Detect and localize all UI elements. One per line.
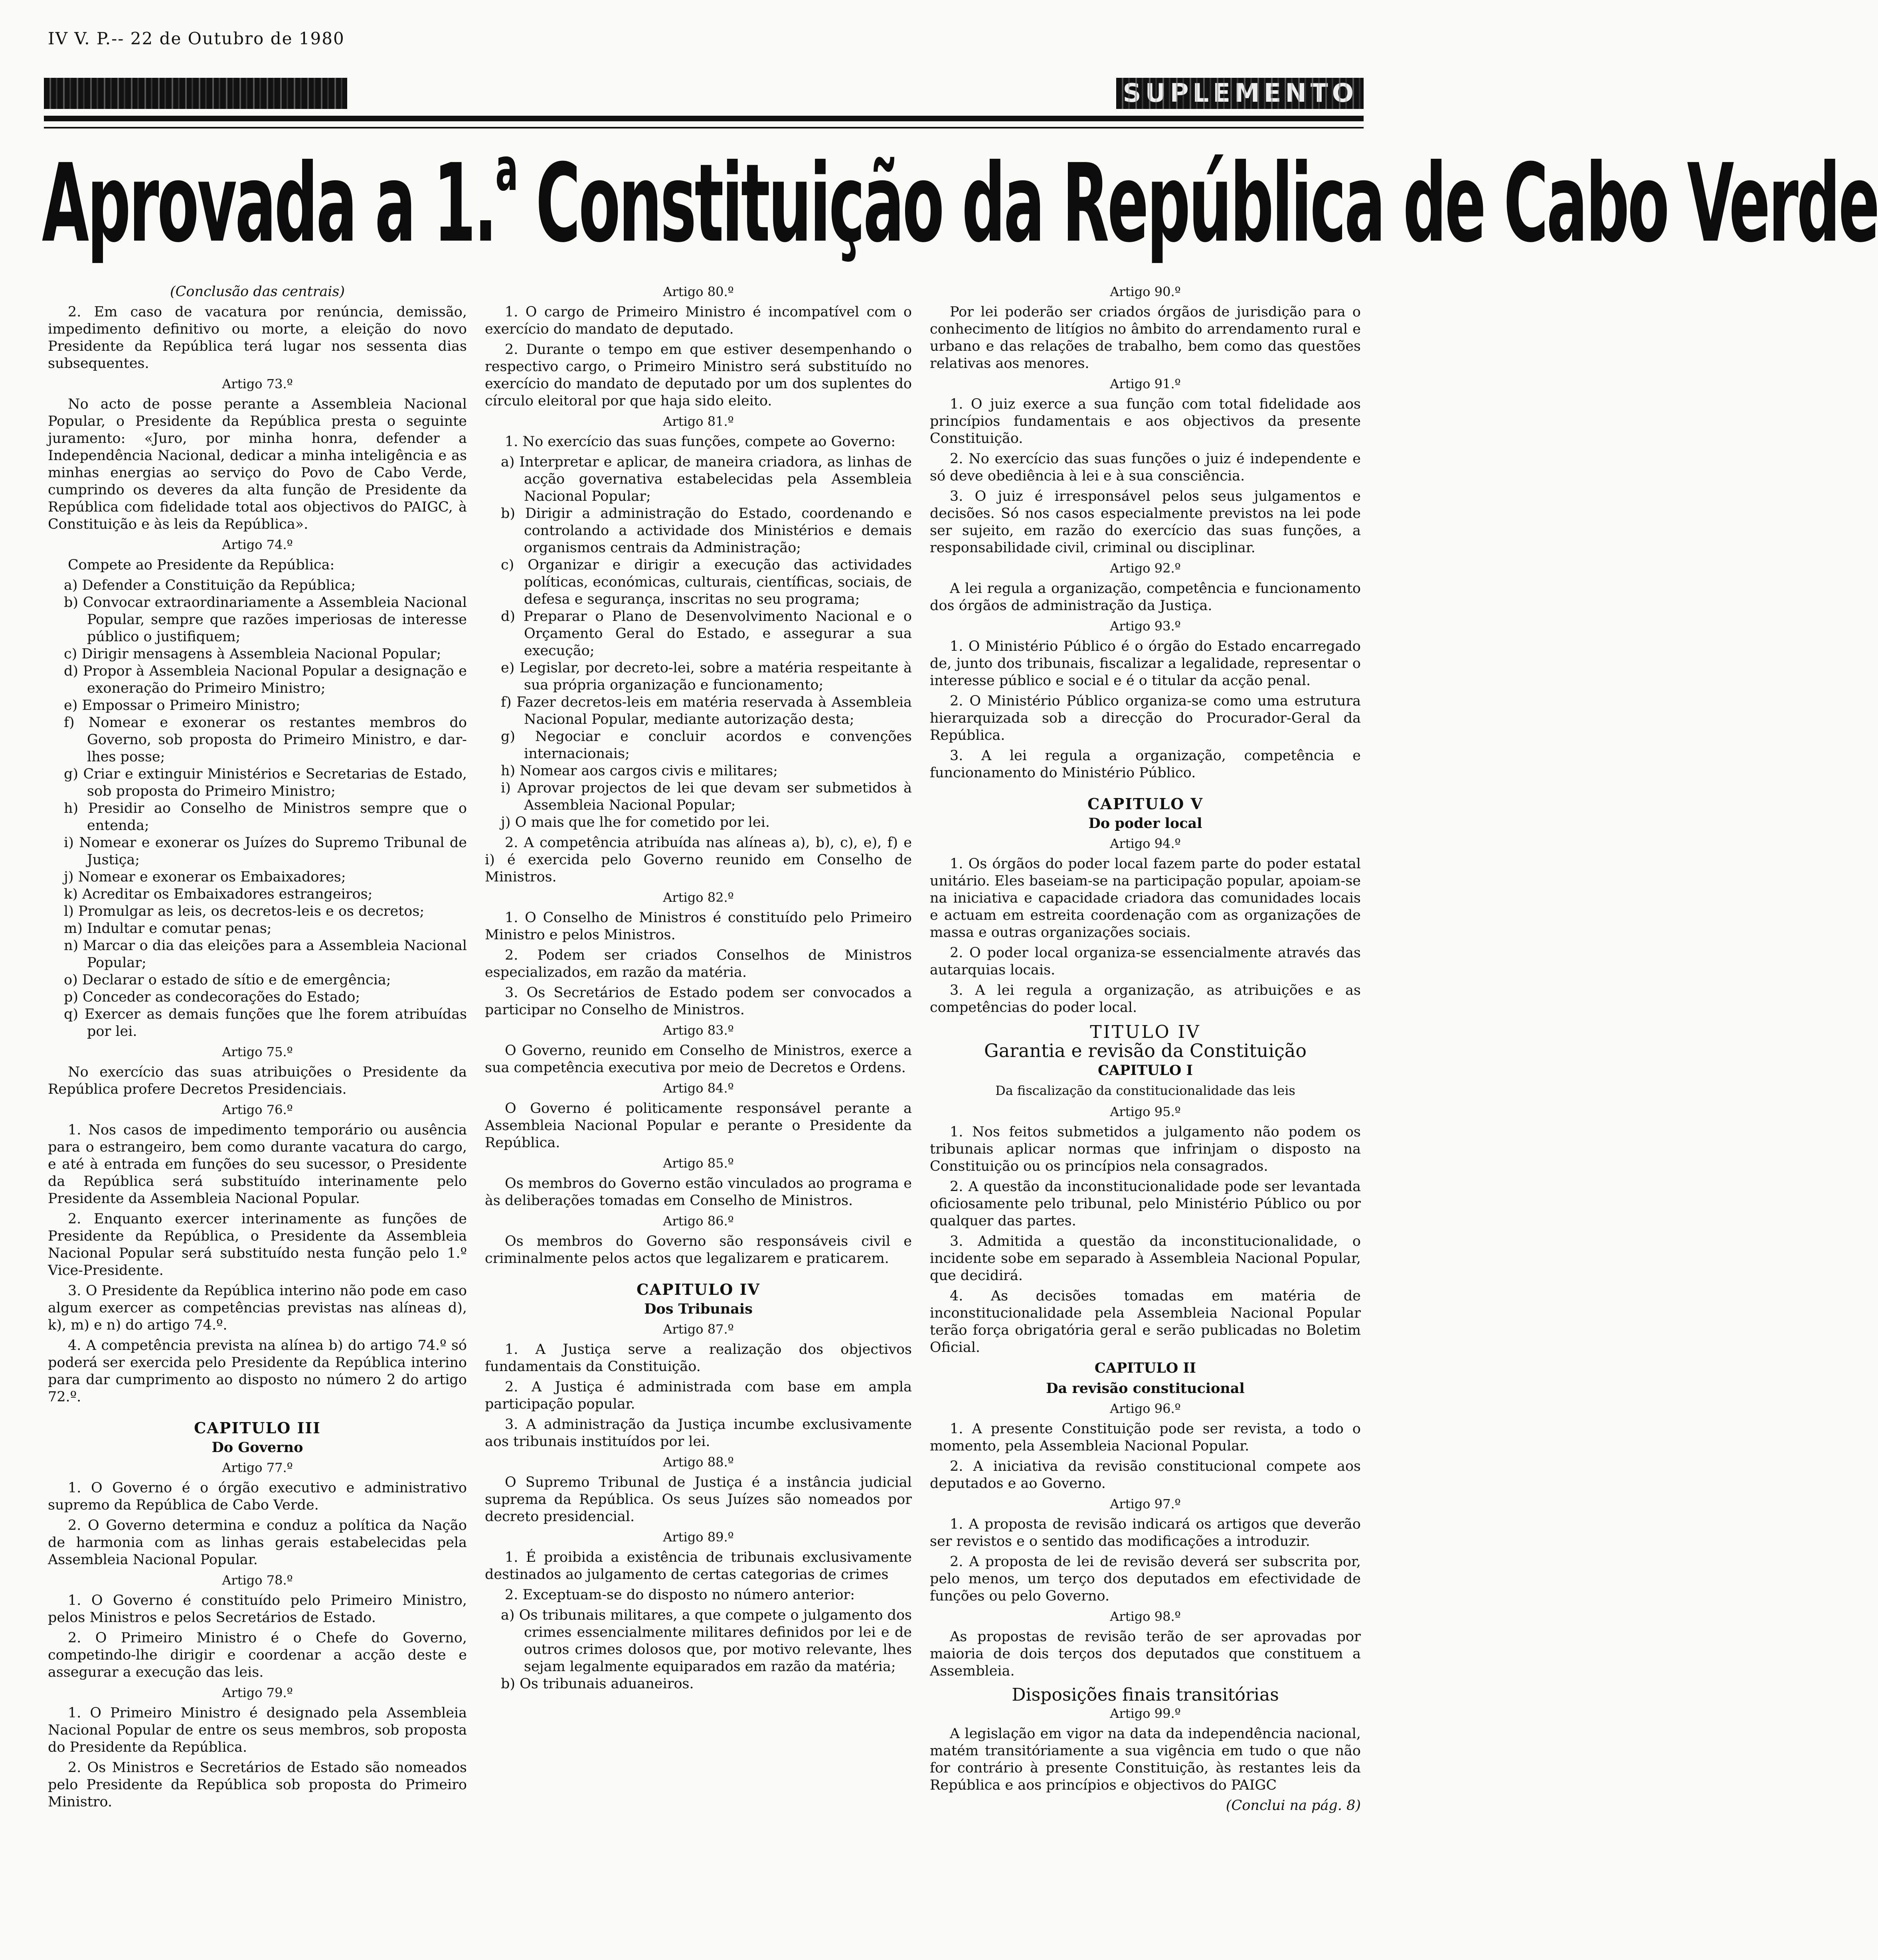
list-item: l) Promulgar as leis, os decretos-leis e os decretos; [64,903,425,919]
article-heading: Artigo 85.º [663,1156,734,1171]
paragraph: 1. Nos casos de impedimento temporário ou ausência para o estrangeiro, bem como durante vacatura do cargo, e até à entrada em funções do seu sucessor, o Presidente da República será substituído interinamente pelo Presidente da Assembleia Nacional Popular. [48,1122,467,1207]
article-heading: Artigo 86.º [663,1213,734,1229]
chapter-heading: CAPITULO I [1098,1062,1193,1079]
paragraph: 3. O Presidente da República interino não pode em caso algum exercer as competências previstas nas alíneas d), k), m) e n) do artigo 74.º. [48,1283,467,1333]
paragraph: 2. Durante o tempo em que estiver desempenhando o respectivo cargo, o Primeiro Ministro será substituído no exercício do mandato de deputado por um dos suplentes do círculo eleitoral por que haja sido eleito. [485,342,912,409]
list-item: g) Negociar e concluir acordos e convenções internacionais; [501,729,912,762]
paragraph: 4. A competência prevista na alínea b) do artigo 74.º só poderá ser exercida pelo Presidente da República interino para dar cumprimento ao disposto no número 2 do artigo 72.º. [48,1338,467,1405]
list-item: j) O mais que lhe for cometido por lei. [501,814,770,830]
chapter-heading: CAPITULO V [1087,795,1204,813]
paragraph: Compete ao Presidente da República: [68,557,335,573]
clause-list [485,454,912,831]
article-heading: Artigo 76.º [222,1102,293,1117]
paragraph: 1. O cargo de Primeiro Ministro é incompatível com o exercício do mandato de deputado. [485,304,912,337]
article-heading: Artigo 99.º [1110,1706,1181,1721]
list-item: h) Nomear aos cargos civis e militares; [501,763,778,779]
paragraph: 1. Nos feitos submetidos a julgamento não podem os tribunais aplicar normas que infrinjam o disposto na Constituição ou os princípios nela consagrados. [930,1124,1361,1174]
paragraph: 1. O Governo é constituído pelo Primeiro Ministro, pelos Ministros e pelos Secretários de Estado. [48,1592,467,1626]
masthead-rule [44,116,1364,121]
list-item: b) Convocar extraordinariamente a Assembleia Nacional Popular, sempre que razões imperiosas de interesse público o justifiquem; [64,595,467,645]
list-item: a) Os tribunais militares, a que compete o julgamento dos crimes essencialmente militares definidos por lei e de outros crimes dolosos que, por motivo relevante, lhes sejam legalmente equiparados em razão da matéria; [501,1607,912,1675]
chapter-title: Dos Tribunais [644,1301,753,1317]
continuation-note: (Conclusão das centrais) [170,284,345,300]
paragraph: 1. O Conselho de Ministros é constituído pelo Primeiro Ministro e pelos Ministros. [485,910,912,943]
chapter-title: Da revisão constitucional [1046,1380,1245,1397]
list-item: g) Criar e extinguir Ministérios e Secretarias de Estado, sob proposta do Primeiro Ministro; [64,766,467,799]
paragraph: 1. Os órgãos do poder local fazem parte do poder estatal unitário. Eles baseiam-se na participação popular, apoiam-se na iniciativa e capacidade criadora das comunidades locais e actuam em estreita coordenação com as organizações de massa e outras organizações sociais. [930,856,1361,940]
article-heading: Artigo 82.º [663,890,734,905]
paragraph: A legislação em vigor na data da independência nacional, matém transitóriamente a sua vigência em tudo o que não for contrário à presente Constituição, às restantes leis da República e aos princípios e objectivos do PAIGC [930,1726,1361,1793]
list-item: e) Legislar, por decreto-lei, sobre a matéria respeitante à sua própria organização e funcionamento; [501,660,912,693]
list-item: i) Aprovar projectos de lei que devam ser submetidos à Assembleia Nacional Popular; [501,780,912,813]
continued-note: (Conclui na pág. 8) [1226,1798,1361,1814]
paragraph: 2. Exceptuam-se do disposto no número anterior: [505,1587,855,1603]
list-item: b) Os tribunais aduaneiros. [501,1676,694,1692]
paragraph: 2. Em caso de vacatura por renúncia, demissão, impedimento definitivo ou morte, a eleição do novo Presidente da República terá lugar nos sessenta dias subsequentes. [48,304,467,371]
list-item: d) Propor à Assembleia Nacional Popular a designação e exoneração do Primeiro Ministro; [64,663,467,696]
list-item: f) Fazer decretos-leis em matéria reservada à Assembleia Nacional Popular, mediante autorização desta; [501,694,912,727]
paragraph: 1. A presente Constituição pode ser revista, a todo o momento, pela Assembleia Nacional Popular. [930,1421,1361,1454]
clause-list [485,1607,912,1693]
paragraph: 3. A lei regula a organização, competência e funcionamento do Ministério Público. [930,748,1361,781]
paragraph: No exercício das suas atribuições o Presidente da República profere Decretos Presidenciais. [48,1064,467,1097]
paragraph: O Governo é politicamente responsável perante a Assembleia Nacional Popular e perante o Presidente da República. [485,1101,912,1151]
list-item: h) Presidir ao Conselho de Ministros sempre que o entenda; [64,800,467,834]
masthead-band-left [44,78,347,109]
paragraph: O Supremo Tribunal de Justiça é a instância judicial suprema da República. Os seus Juízes são nomeados por decreto presidencial. [485,1474,912,1525]
paragraph: 2. O poder local organiza-se essencialmente através das autarquias locais. [930,945,1361,978]
paragraph: 2. A proposta de lei de revisão deverá ser subscrita por, pelo menos, um terço dos deputados em efectividade de funções ou pelo Governo. [930,1554,1361,1604]
paragraph: 3. A lei regula a organização, as atribuições e as competências do poder local. [930,982,1361,1016]
article-heading: Artigo 89.º [663,1529,734,1545]
article-heading: Artigo 97.º [1110,1496,1181,1511]
headline-main: Aprovada a 1. [42,140,496,266]
title-subheading: Garantia e revisão da Constituição [984,1040,1307,1061]
title-heading: TITULO IV [1090,1022,1201,1042]
list-item: b) Dirigir a administração do Estado, coordenando e controlando a actividade dos Ministérios e demais organismos centrais da Administração; [501,506,912,556]
chapter-title: Do Governo [212,1439,303,1456]
paragraph: Os membros do Governo são responsáveis civil e criminalmente pelos actos que legalizarem e praticarem. [485,1233,912,1266]
list-item: j) Nomear e exonerar os Embaixadores; [64,869,346,885]
article-heading: Artigo 73.º [222,376,293,391]
article-heading: Artigo 91.º [1110,376,1181,391]
headline [42,135,1878,267]
paragraph: 1. O Primeiro Ministro é designado pela Assembleia Nacional Popular de entre os seus membros, sob proposta do Presidente da República. [48,1705,467,1755]
paragraph: 1. O Governo é o órgão executivo e administrativo supremo da República de Cabo Verde. [48,1480,467,1513]
chapter-heading: CAPITULO II [1094,1360,1196,1376]
section-heading: Disposições finais transitórias [1012,1685,1279,1705]
paragraph: Os membros do Governo estão vinculados ao programa e às deliberações tomadas em Conselho de Ministros. [485,1176,912,1209]
paragraph: 1. No exercício das suas funções, compete ao Governo: [505,434,896,450]
paragraph: No acto de posse perante a Assembleia Nacional Popular, o Presidente da República presta o seguinte juramento: «Juro, por minha honra, defender a Independência Nacional, dedicar a minha inteligência e as minhas energias ao serviço do Povo de Cabo Verde, cumprindo os deveres da alta função de Presidente da República com fidelidade total aos objectivos do PAIGC, à Constituição e às leis da República». [48,396,467,532]
paragraph: 1. A Justiça serve a realização dos objectivos fundamentais da Constituição. [485,1342,912,1375]
list-item: q) Exercer as demais funções que lhe forem atribuídas por lei. [64,1006,467,1039]
article-heading: Artigo 93.º [1110,618,1181,634]
list-item: i) Nomear e exonerar os Juízes do Supremo Tribunal de Justiça; [64,835,467,868]
article-heading: Artigo 98.º [1110,1609,1181,1624]
column-2 [485,283,912,1696]
paragraph: 2. No exercício das suas funções o juiz é independente e só deve obediência à lei e à sua consciência. [930,451,1361,484]
list-item: f) Nomear e exonerar os restantes membros do Governo, sob proposta do Primeiro Ministro, e dar-lhes posse; [64,715,467,765]
paragraph: 1. O juiz exerce a sua função com total fidelidade aos princípios fundamentais e aos objectivos da presente Constituição. [930,396,1361,447]
article-heading: Artigo 94.º [1110,836,1181,851]
article-heading: Artigo 84.º [663,1081,734,1096]
paragraph: Por lei poderão ser criados órgãos de jurisdição para o conhecimento de litígios no âmbito do arrendamento rural e urbano e das relações de trabalho, bem como das questões relativas aos menores. [930,304,1361,371]
issue-header: IV V. P.-- 22 de Outubro de 1980 [48,29,345,48]
masthead-rule-thin [44,127,1364,128]
paragraph: 2. O Governo determina e conduz a política da Nação de harmonia com as linhas gerais estabelecidas pela Assembleia Nacional Popular. [48,1517,467,1568]
headline-rest: Constituição da República de Cabo Verde [516,140,1878,266]
chapter-heading: CAPITULO IV [637,1280,760,1298]
paragraph: A lei regula a organização, competência e funcionamento dos órgãos de administração da Justiça. [930,581,1361,614]
list-item: e) Empossar o Primeiro Ministro; [64,697,300,713]
article-heading: Artigo 79.º [222,1685,293,1700]
list-item: n) Marcar o dia das eleições para a Assembleia Nacional Popular; [64,938,467,971]
paragraph: 2. A Justiça é administrada com base em ampla participação popular. [485,1379,912,1412]
list-item: o) Declarar o estado de sítio e de emergência; [64,972,391,988]
article-heading: Artigo 83.º [663,1023,734,1038]
paragraph: 3. Admitida a questão da inconstitucionalidade, o incidente sobe em separado à Assembleia Nacional Popular, que decidirá. [930,1233,1361,1284]
paragraph: 4. As decisões tomadas em matéria de inconstitucionalidade pela Assembleia Nacional Popular terão força obrigatória geral e serão publicadas no Boletim Oficial. [930,1288,1361,1355]
paragraph: 1. O Ministério Público é o órgão do Estado encarregado de, junto dos tribunais, fiscalizar a legalidade, representar o interesse público e social e é o titular da acção penal. [930,638,1361,689]
paragraph: 2. O Primeiro Ministro é o Chefe do Governo, competindo-lhe dirigir e coordenar a acção deste e assegurar a execução das leis. [48,1630,467,1680]
paragraph: 3. A administração da Justiça incumbe exclusivamente aos tribunais instituídos por lei. [485,1417,912,1450]
paragraph: As propostas de revisão terão de ser aprovadas por maioria de dois terços dos deputados que constituem a Assembleia. [930,1629,1361,1679]
paragraph: 2. A questão da inconstitucionalidade pode ser levantada oficiosamente pelo tribunal, pelo Ministério Público ou por qualquer das partes. [930,1179,1361,1229]
article-heading: Artigo 77.º [222,1460,293,1475]
chapter-title: Da fiscalização da constitucionalidade das leis [995,1083,1295,1098]
article-heading: Artigo 96.º [1110,1401,1181,1416]
headline-ordinal: a [495,135,516,204]
list-item: d) Preparar o Plano de Desenvolvimento Nacional e o Orçamento Geral do Estado, e assegurar a sua execução; [501,609,912,659]
article-heading: Artigo 81.º [663,414,734,429]
article-heading: Artigo 92.º [1110,561,1181,576]
clause-list [48,577,467,1040]
paragraph: 3. Os Secretários de Estado podem ser convocados a participar no Conselho de Ministros. [485,985,912,1018]
column-1 [48,283,467,1814]
paragraph: 2. Os Ministros e Secretários de Estado são nomeados pelo Presidente da República sob proposta do Primeiro Ministro. [48,1760,467,1810]
list-item: p) Conceder as condecorações do Estado; [64,989,360,1005]
article-heading: Artigo 87.º [663,1322,734,1337]
column-3 [930,283,1361,1818]
article-heading: Artigo 90.º [1110,284,1181,299]
paragraph: 1. A proposta de revisão indicará os artigos que deverão ser revistos e o sentido das modificações a introduzir. [930,1516,1361,1549]
list-item: k) Acreditar os Embaixadores estrangeiros; [64,886,373,902]
article-heading: Artigo 74.º [222,537,293,552]
list-item: c) Dirigir mensagens à Assembleia Nacional Popular; [64,646,441,662]
article-heading: Artigo 78.º [222,1573,293,1588]
article-heading: Artigo 95.º [1110,1104,1181,1119]
section-label: SUPLEMENTO [1123,79,1358,108]
paragraph: 2. Podem ser criados Conselhos de Ministros especializados, em razão da matéria. [485,947,912,980]
paragraph: 2. O Ministério Público organiza-se como uma estrutura hierarquizada sob a direcção do Procurador-Geral da República. [930,693,1361,743]
paragraph: 1. É proibida a existência de tribunais exclusivamente destinados ao julgamento de certas categorias de crimes [485,1549,912,1583]
chapter-heading: CAPITULO III [194,1419,321,1437]
paragraph: 2. A competência atribuída nas alíneas a), b), c), e), f) e i) é exercida pelo Governo reunido em Conselho de Ministros. [485,835,912,885]
article-heading: Artigo 80.º [663,284,734,299]
article-heading: Artigo 88.º [663,1454,734,1470]
chapter-title: Do poder local [1088,815,1202,832]
paragraph: 2. Enquanto exercer interinamente as funções de Presidente da República, o Presidente da Assembleia Nacional Popular será substituído nesta função pelo 1.º Vice-Presidente. [48,1211,467,1278]
list-item: a) Interpretar e aplicar, de maneira criadora, as linhas de acção governativa estabelecidas pela Assembleia Nacional Popular; [501,454,912,504]
list-item: c) Organizar e dirigir a execução das actividades políticas, económicas, culturais, científicas, sociais, de defesa e segurança, inscritas no seu programa; [501,557,912,607]
article-heading: Artigo 75.º [222,1044,293,1059]
paragraph: 3. O juiz é irresponsável pelos seus julgamentos e decisões. Só nos casos especialmente previstos na lei pode ser sujeito, em razão do exercício das suas funções, a responsabilidade civil, criminal ou disciplinar. [930,488,1361,556]
list-item: m) Indultar e comutar penas; [64,921,272,937]
paragraph: O Governo, reunido em Conselho de Ministros, exerce a sua competência executiva por meio de Decretos e Ordens. [485,1043,912,1076]
list-item: a) Defender a Constituição da República; [64,577,356,593]
paragraph: 2. A iniciativa da revisão constitucional compete aos deputados e ao Governo. [930,1458,1361,1492]
